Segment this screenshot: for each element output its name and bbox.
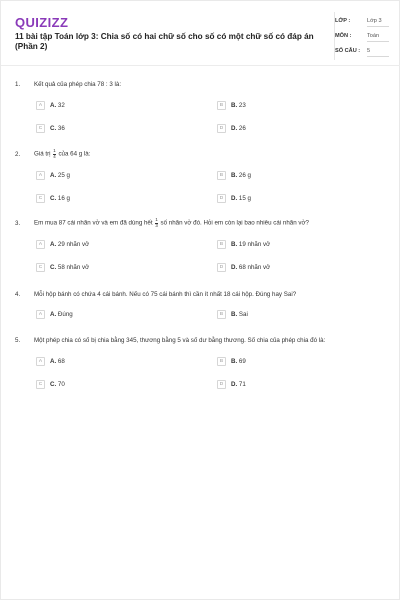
option-text: Đúng: [57, 311, 73, 318]
meta-label-class: LỚP :: [335, 18, 351, 24]
option-letter-box: C: [36, 263, 45, 272]
question-1-option-d[interactable]: [217, 123, 246, 134]
question-5-option-d[interactable]: [217, 379, 246, 390]
option-text: 15 g: [238, 195, 251, 202]
question-1-option-c[interactable]: [36, 123, 65, 134]
question-5-number: 5.: [15, 337, 21, 344]
page-title: 11 bài tập Toán lớp 3: Chia số có hai chữ số cho số có một chữ số có đáp án (Phần 2): [15, 32, 314, 52]
option-key: B.: [231, 358, 238, 365]
question-3-option-b[interactable]: [217, 239, 270, 250]
question-2-number: 2.: [15, 151, 21, 158]
option-letter-box: A: [36, 171, 45, 180]
option-letter-box: B: [217, 357, 226, 366]
question-2-option-b[interactable]: [217, 170, 251, 181]
option-letter-box: D: [217, 380, 226, 389]
option-text: 16 g: [57, 195, 70, 202]
option-text: 19 nhãn vở: [238, 241, 271, 248]
option-letter-box: B: [217, 171, 226, 180]
option-key: A.: [50, 172, 57, 179]
option-key: B.: [231, 311, 238, 318]
option-key: D.: [231, 264, 238, 271]
option-text: 68 nhãn vở: [238, 264, 271, 271]
option-key: A.: [50, 241, 57, 248]
option-text: 23: [238, 102, 246, 109]
option-key: C.: [50, 381, 57, 388]
question-3-number: 3.: [15, 220, 21, 227]
option-key: D.: [231, 195, 238, 202]
option-letter-box: D: [217, 124, 226, 133]
option-text: 25 g: [57, 172, 70, 179]
option-text: 32: [57, 102, 65, 109]
option-letter-box: A: [36, 240, 45, 249]
option-text: 70: [57, 381, 65, 388]
fraction: $\frac{1}{4}$: [53, 148, 56, 159]
question-5-option-c[interactable]: [36, 379, 65, 390]
option-key: A.: [50, 311, 57, 318]
question-3-option-a[interactable]: [36, 239, 89, 250]
question-2-option-a[interactable]: [36, 170, 70, 181]
option-key: D.: [231, 381, 238, 388]
option-text: 36: [57, 125, 65, 132]
question-1-text: Kết quả của phép chia 78 : 3 là:: [34, 81, 122, 88]
option-letter-box: A: [36, 310, 45, 319]
option-letter-box: D: [217, 263, 226, 272]
option-letter-box: B: [217, 101, 226, 110]
question-5-text: Một phép chia có số bị chia bằng 345, thương bằng 5 và số dư bằng thương. Số chia của phép chia đó là:: [34, 337, 326, 344]
meta-value-count: 5: [367, 48, 389, 57]
option-text: 69: [238, 358, 246, 365]
question-2-option-c[interactable]: [36, 193, 70, 204]
option-text: 71: [238, 381, 246, 388]
option-key: A.: [50, 358, 57, 365]
option-letter-box: C: [36, 194, 45, 203]
option-letter-box: C: [36, 380, 45, 389]
option-letter-box: A: [36, 357, 45, 366]
question-3-text: Em mua 87 cái nhãn vở và em đã dùng hết $\frac{1}{3}$ số nhãn vở đó. Hỏi em còn lại bao nhiêu cái nhãn vở?: [34, 217, 309, 228]
option-key: D.: [231, 125, 238, 132]
meta-label-subject: MÔN :: [335, 33, 352, 39]
option-key: C.: [50, 195, 57, 202]
question-4-option-b[interactable]: [217, 309, 248, 320]
question-5-option-b[interactable]: [217, 356, 246, 367]
option-letter-box: C: [36, 124, 45, 133]
meta-label-count: SỐ CÂU :: [335, 48, 361, 54]
option-key: B.: [231, 172, 238, 179]
meta-value-subject: Toán: [367, 33, 389, 42]
option-key: B.: [231, 102, 238, 109]
option-key: A.: [50, 102, 57, 109]
header-divider: [1, 65, 400, 66]
option-letter-box: B: [217, 240, 226, 249]
question-2-text: Giá trị $\frac{1}{4}$ của 64 g là:: [34, 148, 91, 159]
question-1-number: 1.: [15, 81, 21, 88]
option-text: 26: [238, 125, 246, 132]
option-key: B.: [231, 241, 238, 248]
option-text: 29 nhãn vở: [57, 241, 90, 248]
question-1-option-a[interactable]: [36, 100, 65, 111]
quizizz-logo: QUIZIZZ: [15, 15, 69, 30]
option-text: 26 g: [238, 172, 251, 179]
question-4-text: Mỗi hộp bánh có chứa 4 cái bánh. Nếu có 75 cái bánh thì cần ít nhất 18 cái hộp. Đúng hay Sai?: [34, 291, 297, 298]
question-2-option-d[interactable]: [217, 193, 251, 204]
question-4-number: 4.: [15, 291, 21, 298]
question-3-option-c[interactable]: [36, 262, 89, 273]
option-letter-box: B: [217, 310, 226, 319]
option-letter-box: D: [217, 194, 226, 203]
option-text: Sai: [238, 311, 248, 318]
question-4-option-a[interactable]: [36, 309, 73, 320]
question-1-option-b[interactable]: [217, 100, 246, 111]
option-letter-box: A: [36, 101, 45, 110]
option-text: 68: [57, 358, 65, 365]
question-3-option-d[interactable]: [217, 262, 270, 273]
option-key: C.: [50, 125, 57, 132]
option-text: 58 nhãn vở: [57, 264, 90, 271]
question-5-option-a[interactable]: [36, 356, 65, 367]
option-key: C.: [50, 264, 57, 271]
meta-value-class: Lớp 3: [367, 18, 389, 27]
fraction: $\frac{1}{3}$: [155, 217, 158, 228]
